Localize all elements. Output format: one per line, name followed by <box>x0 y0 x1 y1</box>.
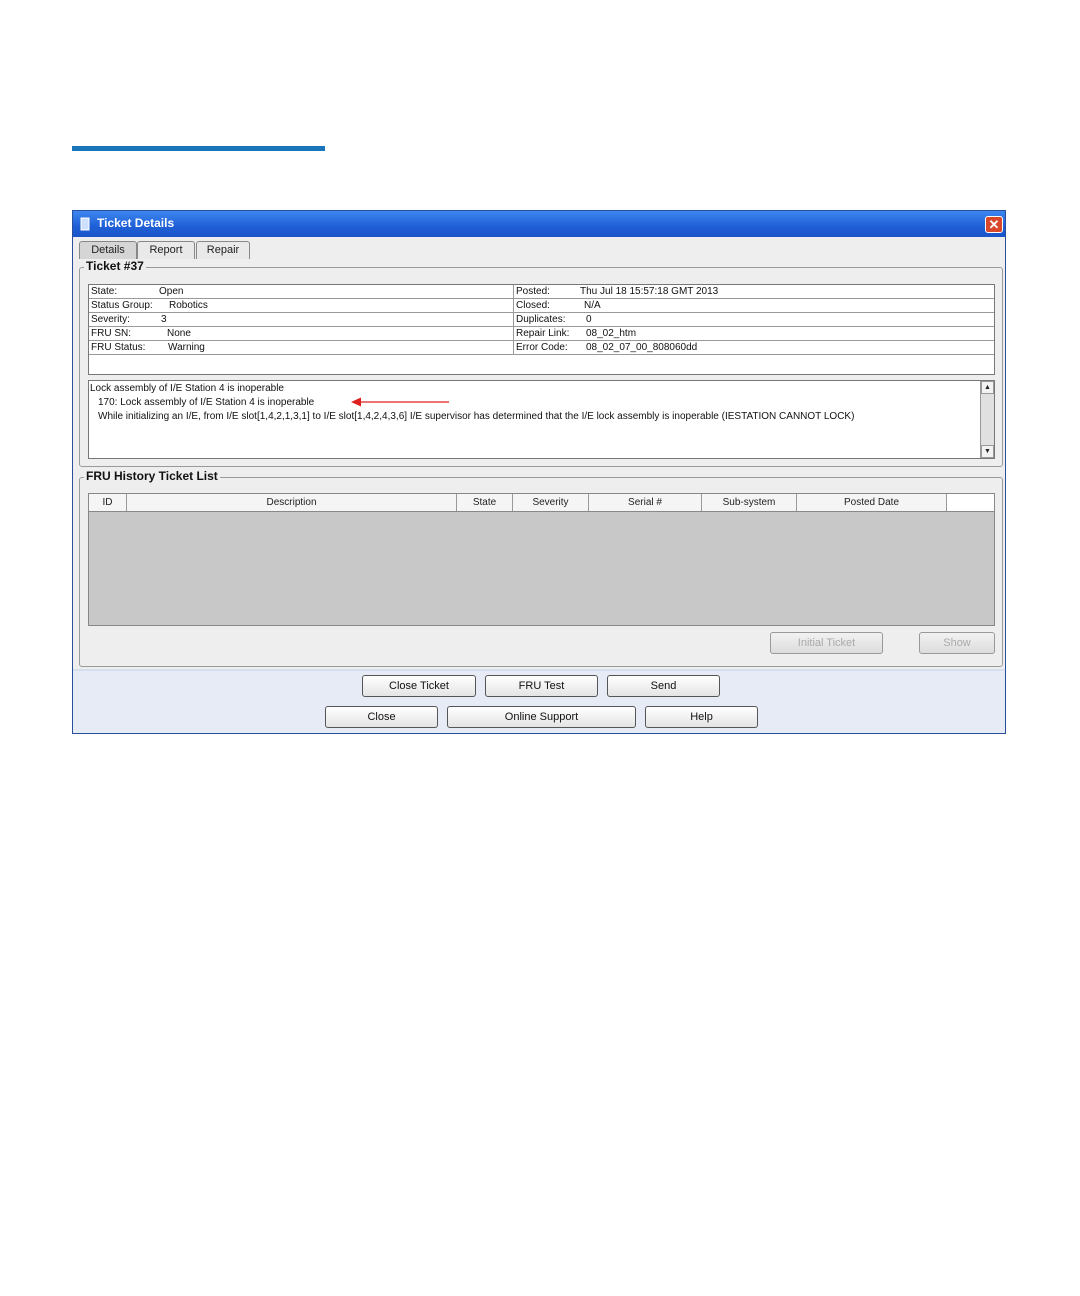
info-row-duplicates <box>514 313 994 327</box>
col-severity[interactable]: Severity <box>513 494 589 511</box>
section-header-rule <box>72 146 325 151</box>
col-subsystem[interactable]: Sub-system <box>702 494 797 511</box>
info-row-repair-link <box>514 327 994 341</box>
col-description[interactable]: Description <box>127 494 457 511</box>
show-button[interactable]: Show <box>919 632 995 654</box>
col-state[interactable]: State <box>457 494 513 511</box>
fru-status-label: FRU Status: <box>91 342 146 353</box>
duplicates-label: Duplicates: <box>516 314 566 325</box>
info-row-state <box>89 285 513 299</box>
initial-ticket-button[interactable]: Initial Ticket <box>770 632 883 654</box>
description-line-1: Lock assembly of I/E Station 4 is inoperable <box>90 383 284 394</box>
dialog-footer <box>73 671 1005 733</box>
description-scrollbar[interactable] <box>980 381 994 458</box>
col-serial[interactable]: Serial # <box>589 494 702 511</box>
tab-details[interactable]: Details <box>79 241 137 259</box>
scroll-up-icon[interactable]: ▲ <box>981 381 994 394</box>
fru-status-value: Warning <box>168 342 205 353</box>
title-bar[interactable] <box>73 211 1005 237</box>
info-row-fru-sn <box>89 327 513 341</box>
info-row-fru-status <box>89 341 513 355</box>
info-row-status-group <box>89 299 513 313</box>
info-row-posted <box>514 285 994 299</box>
repair-link-label: Repair Link: <box>516 328 570 339</box>
tab-repair[interactable]: Repair <box>196 241 250 259</box>
info-row-error-code <box>514 341 994 355</box>
duplicates-value: 0 <box>586 314 592 325</box>
state-value: Open <box>159 286 184 297</box>
scroll-down-icon[interactable]: ▼ <box>981 445 994 458</box>
online-support-button[interactable]: Online Support <box>447 706 636 728</box>
description-line-2: 170: Lock assembly of I/E Station 4 is inoperable <box>98 397 315 408</box>
window-content <box>73 237 1005 669</box>
status-group-value: Robotics <box>169 300 208 311</box>
annotation-arrow-icon <box>351 396 451 408</box>
fru-sn-label: FRU SN: <box>91 328 131 339</box>
ticket-info-table <box>88 284 995 375</box>
close-button[interactable]: Close <box>325 706 438 728</box>
app-icon <box>79 217 91 231</box>
col-posted-date[interactable]: Posted Date <box>797 494 947 511</box>
info-row-severity <box>89 313 513 327</box>
ticket-details-window <box>72 210 1006 734</box>
state-label: State: <box>91 286 118 297</box>
posted-label: Posted: <box>516 286 550 297</box>
ticket-group <box>79 259 1003 467</box>
ticket-description-box[interactable] <box>88 380 995 459</box>
window-title: Ticket Details <box>97 216 175 230</box>
status-group-label: Status Group: <box>91 300 153 311</box>
fru-history-table[interactable] <box>88 493 995 626</box>
repair-link-value[interactable]: 08_02_htm <box>586 328 637 339</box>
fru-history-header <box>89 494 994 512</box>
fru-history-title: FRU History Ticket List <box>86 469 218 483</box>
send-button[interactable]: Send <box>607 675 720 697</box>
closed-label: Closed: <box>516 300 550 311</box>
closed-value: N/A <box>584 300 601 311</box>
posted-value: Thu Jul 18 15:57:18 GMT 2013 <box>580 286 719 297</box>
help-button[interactable]: Help <box>645 706 758 728</box>
fru-sn-value: None <box>167 328 191 339</box>
fru-history-group <box>79 469 1003 667</box>
info-row-closed <box>514 299 994 313</box>
close-icon[interactable]: ✕ <box>985 216 1003 233</box>
tab-report[interactable]: Report <box>137 241 195 259</box>
description-line-3: While initializing an I/E, from I/E slot[1,4,2,1,3,1] to I/E slot[1,4,2,4,3,6] I/E supervisor has determined that the I/E lock assembly is inoperable (IESTATION CANNOT LOCK) <box>98 411 855 422</box>
error-code-label: Error Code: <box>516 342 568 353</box>
ticket-title: Ticket #37 <box>86 259 144 273</box>
col-id[interactable]: ID <box>89 494 127 511</box>
severity-value: 3 <box>161 314 167 325</box>
severity-label: Severity: <box>91 314 130 325</box>
close-ticket-button[interactable]: Close Ticket <box>362 675 476 697</box>
fru-test-button[interactable]: FRU Test <box>485 675 598 697</box>
error-code-value: 08_02_07_00_808060dd <box>586 342 698 353</box>
